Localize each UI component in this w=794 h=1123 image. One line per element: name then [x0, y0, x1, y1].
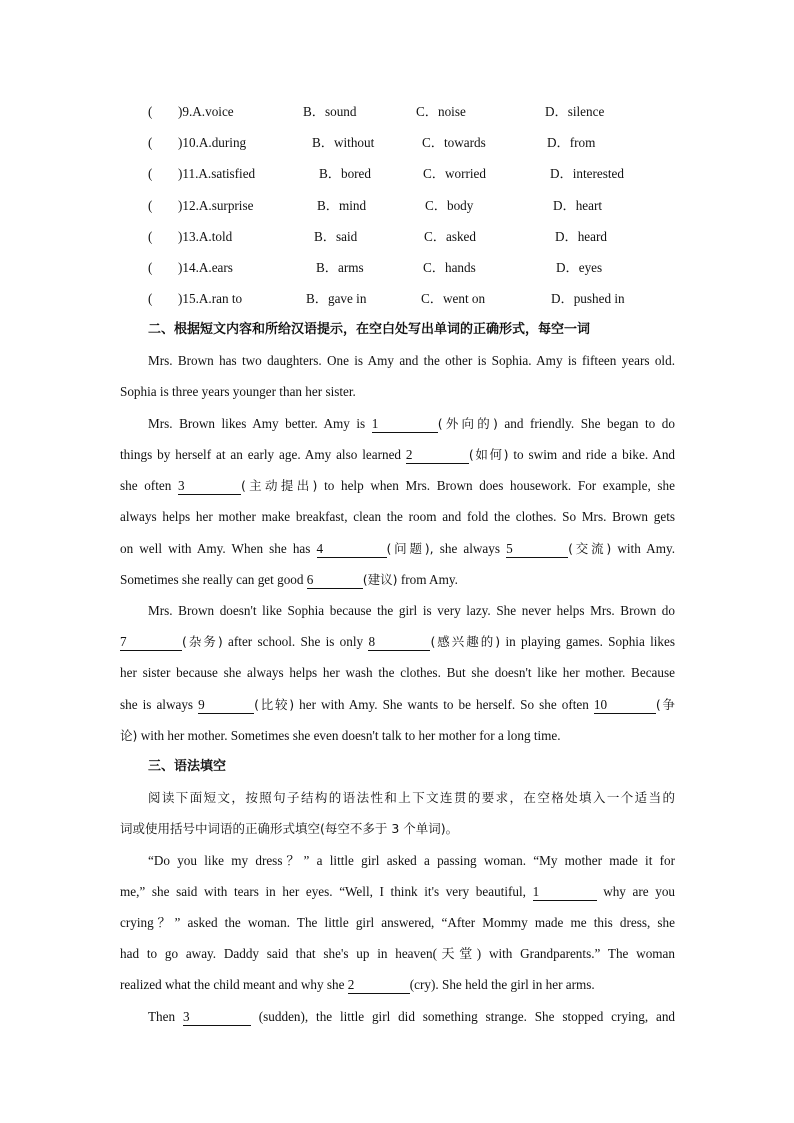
option-a: )14.A.ears [178, 260, 233, 275]
option-c: C．noise [416, 104, 466, 119]
option-a: )9.A.voice [178, 104, 234, 119]
passage-line: Mrs. Brown has two daughters. One is Amy and the other is Sophia. Amy is fifteen years old. [148, 353, 675, 368]
text-segment: things by herself at an early age. Amy also learned [120, 447, 402, 462]
option-row [148, 102, 708, 122]
blank-10[interactable]: 10 [594, 697, 656, 714]
passage-line [120, 695, 675, 715]
option-row [148, 133, 708, 153]
blank-3[interactable]: 3 [178, 478, 241, 495]
blank-7[interactable]: 7 [120, 634, 182, 651]
option-c: C．towards [422, 135, 486, 150]
option-d: D．interested [550, 166, 624, 181]
option-d: D．pushed in [551, 291, 625, 306]
grammar-blank-2[interactable]: 2 [348, 977, 410, 994]
answer-paren[interactable]: ( [148, 166, 153, 181]
hint-4: (问题), [386, 541, 434, 556]
answer-paren[interactable]: ( [148, 198, 153, 213]
passage-line [120, 570, 675, 590]
option-row [148, 227, 708, 247]
blank-8[interactable]: 8 [368, 634, 430, 651]
option-c: C．asked [424, 229, 477, 244]
passage-line [120, 445, 675, 465]
text-segment: crying？” [120, 915, 181, 930]
text-segment: her with Amy. She wants to be herself. So she often [299, 697, 589, 712]
option-b: B．without [312, 135, 375, 150]
option-a: )10.A.during [178, 135, 247, 150]
passage-line [148, 851, 675, 871]
option-row [148, 289, 708, 309]
text-segment: she said with tears in her eyes. “Well, I think it's very beautiful, [151, 884, 526, 899]
option-c: C．body [425, 198, 474, 213]
option-row [148, 258, 708, 278]
text-segment: from Amy. [400, 572, 458, 587]
option-d: D．heard [555, 229, 607, 244]
option-b: B．said [314, 229, 358, 244]
passage-line [148, 1007, 675, 1027]
instruction-line: 词或使用括号中词语的正确形式填空(每空不多于 3 个单词)。 [120, 821, 459, 836]
text-segment: why are you [603, 884, 676, 899]
passage-line [120, 913, 675, 933]
text-segment: realized what the child meant and why she [120, 977, 345, 992]
blank-1[interactable]: 1 [372, 416, 438, 433]
hint-5: (交流) [568, 541, 612, 556]
blank-5[interactable]: 5 [506, 541, 568, 558]
grammar-blank-3[interactable]: 3 [183, 1009, 251, 1026]
text-segment: she is always [120, 697, 194, 712]
answer-paren[interactable]: ( [148, 135, 153, 150]
option-a: )12.A.surprise [178, 198, 254, 213]
text-segment: had to go away. Daddy said that she's up in heaven(天堂) with Grandparents.” [120, 946, 601, 961]
hint-10: (争 [655, 697, 676, 712]
text-segment: The woman [607, 946, 676, 961]
option-row [148, 196, 708, 216]
text-segment: a little girl asked a passing woman. “My mother made it for [316, 853, 675, 868]
hint-8: (感兴趣的) [430, 634, 501, 649]
passage-line [120, 632, 675, 652]
text-segment: and friendly. She began to do [504, 416, 675, 431]
text-segment: with Amy. [617, 541, 675, 556]
text-segment: “Do you like my dress？” [148, 853, 310, 868]
passage-line: Mrs. Brown doesn't like Sophia because the girl is very lazy. She never helps Mrs. Brown do [148, 603, 675, 618]
grammar-blank-1[interactable]: 1 [533, 884, 597, 901]
option-d: D．heart [553, 198, 603, 213]
blank-4[interactable]: 4 [317, 541, 387, 558]
option-a: )15.A.ran to [178, 291, 243, 306]
passage-line [148, 414, 675, 434]
option-b: B．mind [317, 198, 367, 213]
text-segment: Then [148, 1009, 176, 1024]
text-segment: with her mother. Sometimes she even doesn't talk to her mother for a long time. [140, 728, 561, 743]
option-a: )13.A.told [178, 229, 233, 244]
answer-paren[interactable]: ( [148, 260, 153, 275]
option-row [148, 164, 708, 184]
text-segment: (sudden), the little girl did something strange. She stopped crying, and [258, 1009, 676, 1024]
hint-6: (建议) [362, 572, 398, 587]
text-segment: after school. She is only [228, 634, 364, 649]
option-d: D．from [547, 135, 596, 150]
passage-line: Sophia is three years younger than her sister. [120, 384, 356, 399]
text-segment: asked the woman. The little girl answered, “After Mommy made me this dress, she [187, 915, 676, 930]
blank-9[interactable]: 9 [198, 697, 254, 714]
option-c: C．hands [423, 260, 476, 275]
text-segment: in playing games. Sophia likes [505, 634, 676, 649]
hint-2: (如何) [468, 447, 509, 462]
answer-paren[interactable]: ( [148, 229, 153, 244]
section-2-heading: 二、根据短文内容和所给汉语提示，在空白处写出单词的正确形式，每空一词 [148, 322, 591, 337]
text-segment: Mrs. Brown likes Amy better. Amy is [148, 416, 366, 431]
option-b: B．bored [319, 166, 372, 181]
text-segment: to help when Mrs. Brown does housework. For example, she [324, 478, 675, 493]
text-segment: (cry). She held the girl in her arms. [409, 977, 595, 992]
passage-line [120, 726, 675, 746]
section-3-heading: 三、语法填空 [148, 759, 227, 774]
hint-1: (外向的) [437, 416, 498, 431]
text-segment: she always [439, 541, 501, 556]
option-c: C．worried [423, 166, 486, 181]
answer-paren[interactable]: ( [148, 104, 153, 119]
option-b: B．gave in [306, 291, 367, 306]
option-b: B．sound [303, 104, 357, 119]
passage-line: her sister because she always helps her wash the clothes. But she doesn't like her mother. Because [120, 665, 675, 680]
passage-line [120, 882, 675, 902]
text-segment: she often [120, 478, 172, 493]
option-d: D．silence [545, 104, 605, 119]
option-a: )11.A.satisfied [178, 166, 256, 181]
passage-line [120, 944, 675, 964]
passage-line: always helps her mother make breakfast, clean the room and fold the clothes. So Mrs. Brown gets [120, 509, 675, 524]
text-segment: on well with Amy. When she has [120, 541, 311, 556]
answer-paren[interactable]: ( [148, 291, 153, 306]
hint-9: (比较) [254, 697, 295, 712]
passage-line [120, 476, 675, 496]
text-segment: to swim and ride a bike. And [513, 447, 676, 462]
passage-line [120, 539, 675, 559]
option-c: C．went on [421, 291, 486, 306]
hint-10-cont: 论) [120, 728, 138, 743]
text-segment: Sometimes she really can get good [120, 572, 304, 587]
passage-line [120, 975, 675, 995]
option-d: D．eyes [556, 260, 603, 275]
text-segment: me,” [120, 884, 146, 899]
option-b: B．arms [316, 260, 364, 275]
blank-2[interactable]: 2 [406, 447, 469, 464]
hint-7: (杂务) [182, 634, 223, 649]
instruction-line: 阅读下面短文，按照句子结构的语法性和上下文连贯的要求，在空格处填入一个适当的 [148, 790, 675, 805]
blank-6[interactable]: 6 [307, 572, 363, 589]
hint-3: (主动提出) [240, 478, 318, 493]
